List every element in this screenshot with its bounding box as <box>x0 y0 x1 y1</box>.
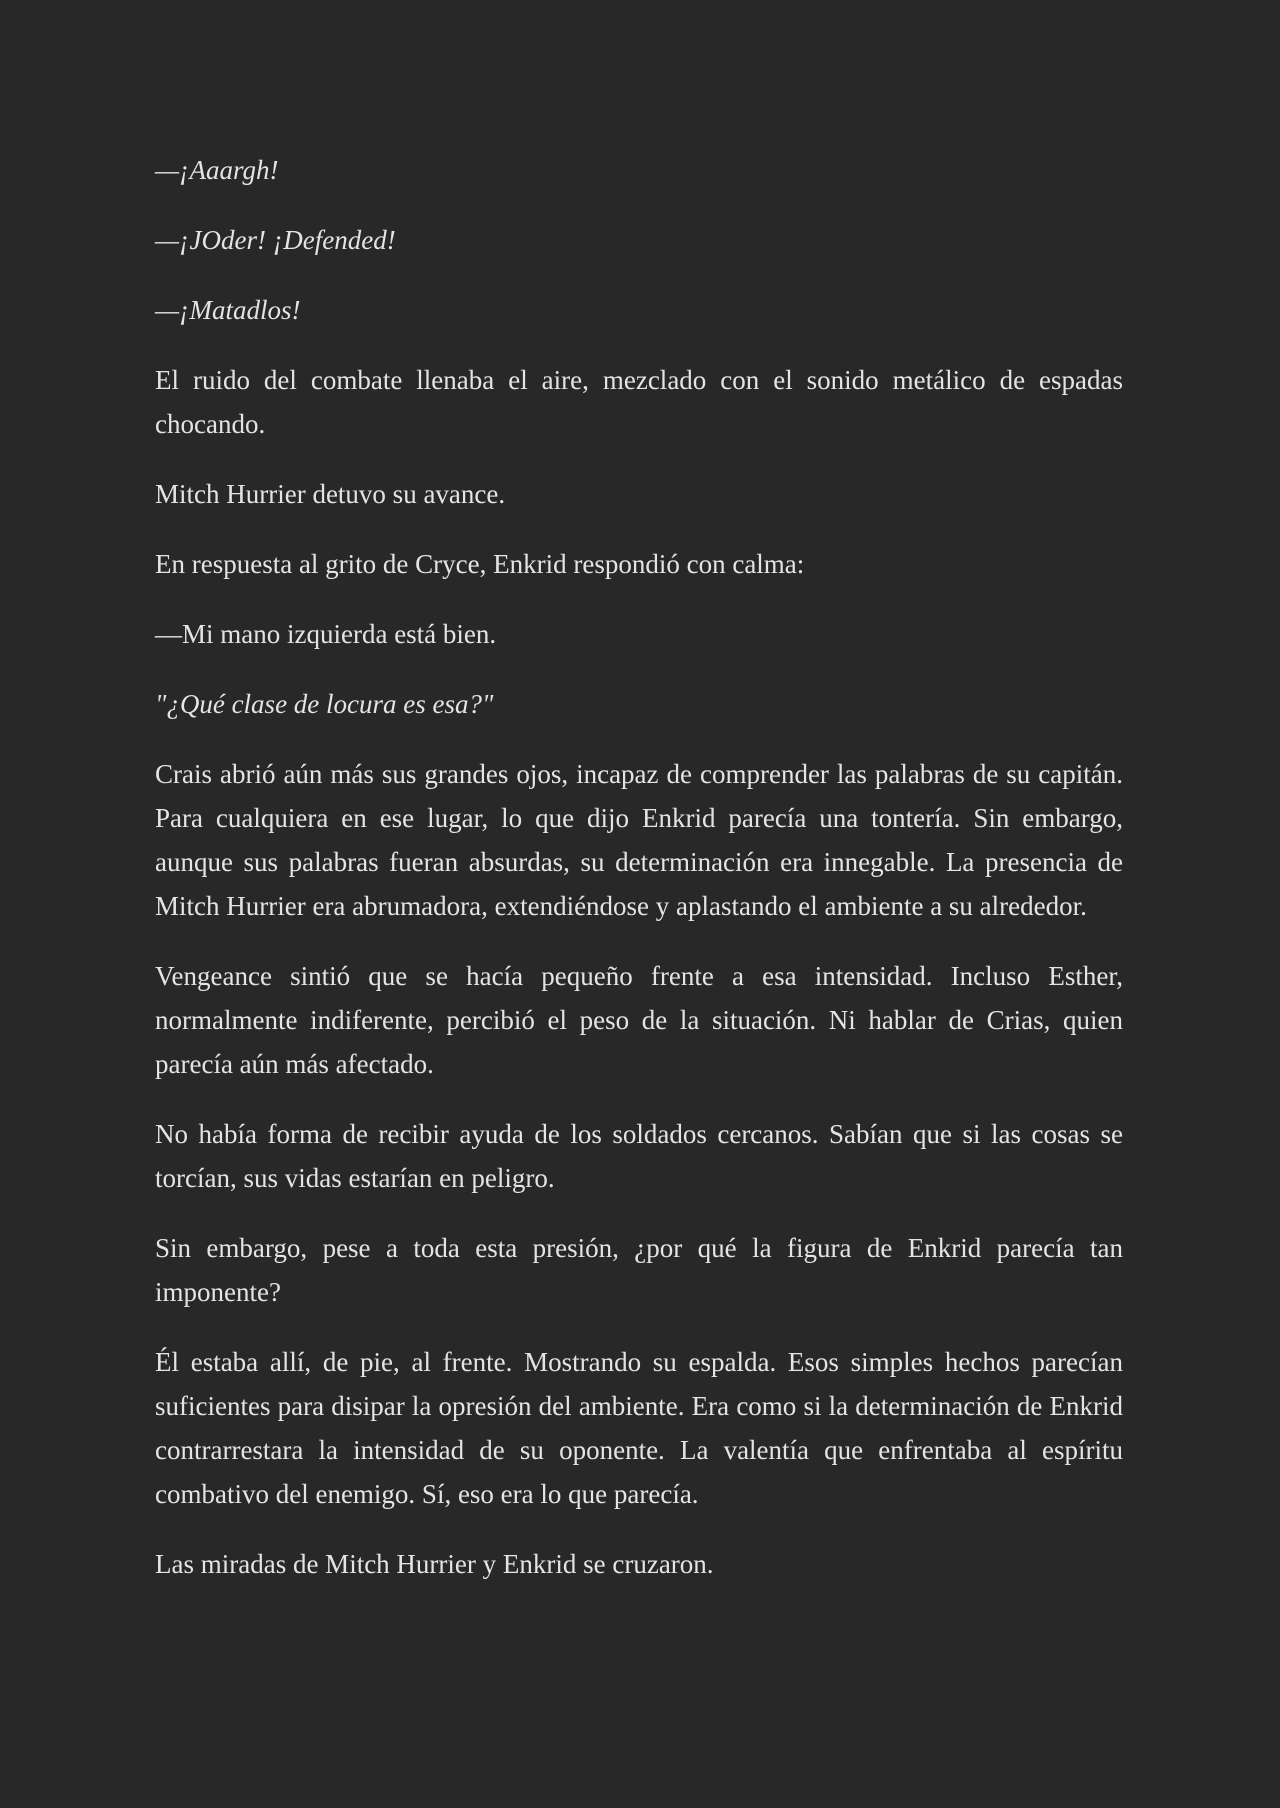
dialogue-line: —¡JOder! ¡Defended! <box>155 225 396 255</box>
thought-line: "¿Qué clase de locura es esa?" <box>155 689 494 719</box>
paragraph: Las miradas de Mitch Hurrier y Enkrid se cruzaron. <box>155 1549 714 1579</box>
paragraph: Él estaba allí, de pie, al frente. Mostrando su espalda. Esos simples hechos parecían suficientes para disipar la opresión del ambiente. Era como si la determinación de Enkrid contrarrestara la intensidad de su oponente. La valentía que enfrentaba al espíritu combativo del enemigo. Sí, eso era lo que parecía. <box>155 1347 1123 1509</box>
paragraph: En respuesta al grito de Cryce, Enkrid respondió con calma: <box>155 549 805 579</box>
paragraph: Sin embargo, pese a toda esta presión, ¿por qué la figura de Enkrid parecía tan imponente? <box>155 1233 1123 1307</box>
dialogue-line: —¡Aaargh! <box>155 155 279 185</box>
paragraph: El ruido del combate llenaba el aire, mezclado con el sonido metálico de espadas chocando. <box>155 365 1123 439</box>
paragraph: Vengeance sintió que se hacía pequeño frente a esa intensidad. Incluso Esther, normalmente indiferente, percibió el peso de la situación. Ni hablar de Crias, quien parecía aún más afectado. <box>155 961 1123 1079</box>
dialogue-line: —Mi mano izquierda está bien. <box>155 619 497 649</box>
paragraph: No había forma de recibir ayuda de los soldados cercanos. Sabían que si las cosas se torcían, sus vidas estarían en peligro. <box>155 1119 1123 1193</box>
paragraph: Mitch Hurrier detuvo su avance. <box>155 479 506 509</box>
paragraph: Crais abrió aún más sus grandes ojos, incapaz de comprender las palabras de su capitán. Para cualquiera en ese lugar, lo que dijo Enkrid parecía una tontería. Sin embargo, aunque sus palabras fueran absurdas, su determinación era innegable. La presencia de Mitch Hurrier era abrumadora, extendiéndose y aplastando el ambiente a su alrededor. <box>155 759 1123 921</box>
dialogue-line: —¡Matadlos! <box>155 295 301 325</box>
reading-content <box>155 148 1123 1612</box>
